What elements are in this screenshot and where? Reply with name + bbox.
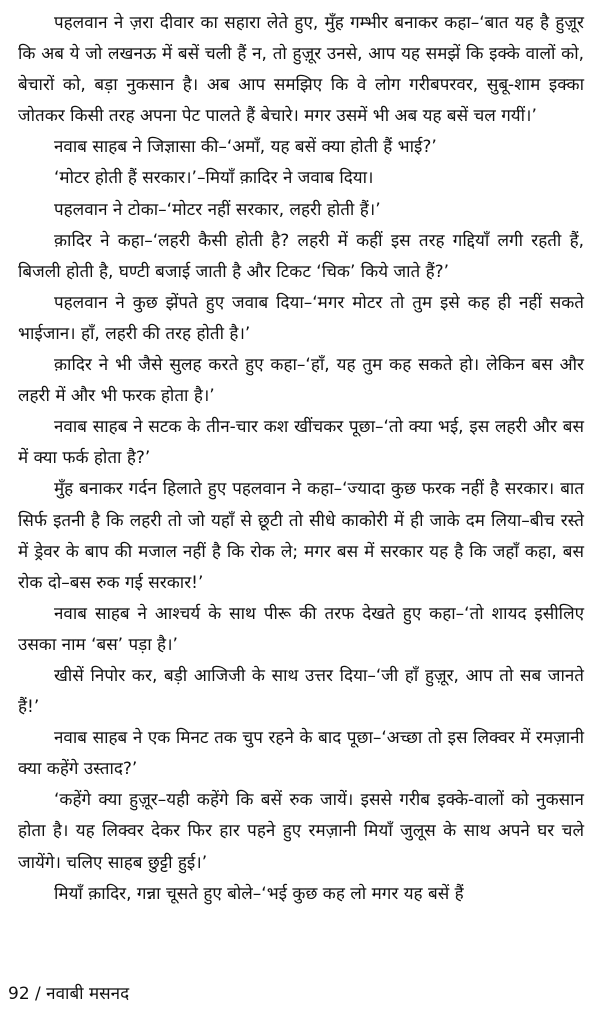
paragraph-9: मुँह बनाकर गर्दन हिलाते हुए पहलवान ने कहा–‘ज्यादा कुछ फरक नहीं है सरकार। बात सिर्फ इतनी है कि लहरी तो जो यहाँ से छूटी तो सीधे काकोरी में ही जाके दम लिया–बीच रस्ते में ड्रेवर के बाप की मजाल नहीं है कि रोक ले; मगर बस में सरकार यह है कि जहाँ कहा, बस रोक दो–बस रुक गई सरकार!’ <box>18 479 584 593</box>
paragraph-10: नवाब साहब ने आश्चर्य के साथ पीरू की तरफ देखते हुए कहा–‘तो शायद इसीलिए उसका नाम ‘बस’ पड़ा है।’ <box>18 603 584 655</box>
paragraph-8: नवाब साहब ने सटक के तीन-चार कश खींचकर पूछा–‘तो क्या भई, इस लहरी और बस में क्या फर्क होता है?’ <box>18 417 584 469</box>
paragraph-5: क़ादिर ने कहा–‘लहरी कैसी होती है? लहरी में कहीं इस तरह गद्दियाँ लगी रहती हैं, बिजली होती है, घण्टी बजाई जाती है और टिकट ‘चिक’ किये जाते हैं?’ <box>18 230 584 282</box>
body-text <box>18 8 584 910</box>
paragraph-2: नवाब साहब ने जिज्ञासा की–‘अमाँ, यह बसें क्या होती हैं भाई?’ <box>54 137 437 158</box>
paragraph-6: पहलवान ने कुछ झेंपते हुए जवाब दिया–‘मगर मोटर तो तुम इसे कह ही नहीं सकते भाईजान। हाँ, लहरी की तरह होती है।’ <box>18 292 584 344</box>
paragraph-12: नवाब साहब ने एक मिनट तक चुप रहने के बाद पूछा–‘अच्छा तो इस लिक्वर में रमज़ानी क्या कहेंगे उस्ताद?’ <box>18 728 584 780</box>
paragraph-14: मियाँ क़ादिर, गन्ना चूसते हुए बोले–‘भई कुछ कह लो मगर यह बसें हैं <box>54 883 464 904</box>
paragraph-1: पहलवान ने ज़रा दीवार का सहारा लेते हुए, मुँह गम्भीर बनाकर कहा–‘बात यह है हुज़ूर कि अब ये जो लखनऊ में बसें चली हैं न, तो हुज़ूर उनसे, आप यह समझें कि इक्के वालों को, बेचारों को, बड़ा नुकसान है। अब आप समझिए कि वे लोग गरीबपरवर, सुबू-शाम इक्का जोतकर किसी तरह अपना पेट पालते हैं बेचारे। मगर उसमें भी अब यह बसें चल गयीं।’ <box>18 13 584 127</box>
paragraph-3: ‘मोटर होती हैं सरकार।’–मियाँ क़ादिर ने जवाब दिया। <box>54 168 374 189</box>
paragraph-4: पहलवान ने टोका–‘मोटर नहीं सरकार, लहरी होती हैं।’ <box>54 199 381 220</box>
page-footer: 92 / नवाबी मसनद <box>8 984 130 1004</box>
paragraph-13: ‘कहेंगे क्या हुज़ूर–यही कहेंगे कि बसें रुक जायें। इससे गरीब इक्के-वालों को नुकसान होता है। यह लिक्वर देकर फिर हार पहने हुए रमज़ानी मियाँ जुलूस के साथ अपने घर चले जायेंगे। चलिए साहब छुट्टी हुई।’ <box>18 790 584 873</box>
paragraph-7: क़ादिर ने भी जैसे सुलह करते हुए कहा–‘हाँ, यह तुम कह सकते हो। लेकिन बस और लहरी में और भी फरक होता है।’ <box>18 355 584 407</box>
paragraph-11: खीसें निपोर कर, बड़ी आजिजी के साथ उत्तर दिया–‘जी हाँ हुज़ूर, आप तो सब जानते हैं!’ <box>18 665 584 718</box>
